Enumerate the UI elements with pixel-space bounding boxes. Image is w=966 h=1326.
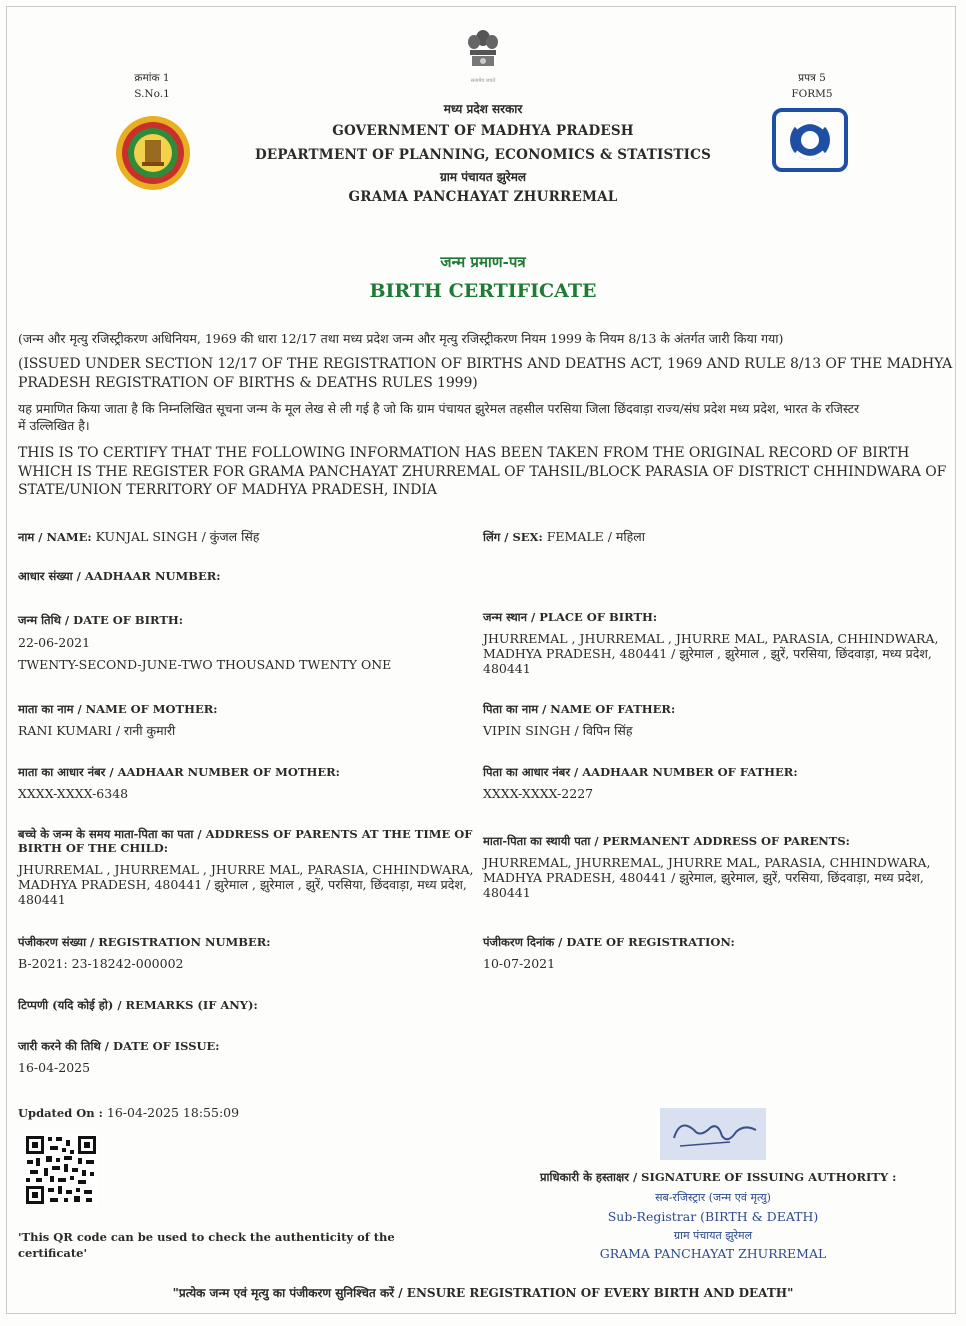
act-english: (ISSUED UNDER SECTION 12/17 OF THE REGISTRATION OF BIRTHS AND DEATHS ACT, 1969 AND RULE 8/13 OF THE MADHYA PRADESH REGISTRATION OF BIRTHS & DEATHS RULES 1999) — [18, 356, 953, 391]
footer-panchayat-hindi: ग्राम पंचायत झुरेमल — [673, 1229, 753, 1242]
father-aadhaar-label: पिता का आधार नंबर / AADHAAR NUMBER OF FATHER: — [483, 765, 798, 779]
serial-number: क्रमांक 1 S.No.1 — [134, 72, 170, 100]
national-emblem-icon — [465, 28, 501, 80]
certify-english: THIS IS TO CERTIFY THAT THE FOLLOWING INFORMATION HAS BEEN TAKEN FROM THE ORIGINAL RECORD OF BIRTH WHICH IS THE REGISTER FOR GRAMA PANCHAYAT ZHURREMAL OF TAHSIL/BLOCK PARASIA OF DISTRICT CHHINDWARA OF STATE/UNION TERRITORY OF MADHYA PRADESH, INDIA — [18, 445, 947, 498]
pob-value: JHURREMAL , JHURREMAL , JHURRE MAL, PARASIA, CHHINDWARA, MADHYA PRADESH, 480441 / झुरेमाल , झुरेमाल , झुरें, परसिया, छिंदवाड़ा, मध्य प्रदेश, 480441 — [483, 631, 939, 676]
mp-govt-logo-icon — [114, 114, 192, 192]
mother-label: माता का नाम / NAME OF MOTHER: — [18, 702, 218, 716]
aadhaar-label: आधार संख्या / AADHAAR NUMBER: — [18, 569, 221, 583]
department-name: DEPARTMENT OF PLANNING, ECONOMICS & STATISTICS — [254, 147, 712, 163]
qr-code-icon[interactable] — [24, 1134, 98, 1206]
dob-words: TWENTY-SECOND-JUNE-TWO THOUSAND TWENTY ONE — [18, 657, 392, 672]
sub-registrar-hindi: सब-रजिस्ट्रार (जन्म एवं मृत्यु) — [655, 1191, 771, 1204]
registration-number-value: B-2021: 23-18242-000002 — [18, 956, 184, 971]
father-value: VIPIN SINGH / विपिन सिंह — [483, 723, 633, 738]
sub-registrar: Sub-Registrar (BIRTH & DEATH) — [607, 1209, 819, 1224]
registration-number-label: पंजीकरण संख्या / REGISTRATION NUMBER: — [18, 935, 271, 949]
updated-on: Updated On : 16-04-2025 18:55:09 — [18, 1105, 240, 1120]
issue-date-label: जारी करने की तिथि / DATE OF ISSUE: — [18, 1039, 220, 1053]
registration-date-label: पंजीकरण दिनांक / DATE OF REGISTRATION: — [483, 935, 735, 949]
issue-date-value: 16-04-2025 — [18, 1060, 91, 1075]
name-field: नाम / NAME: KUNJAL SINGH / कुंजल सिंह — [18, 529, 260, 544]
emblem-caption: सत्यमेव जयते — [470, 78, 496, 84]
form-number: प्रपत्र 5 FORM5 — [791, 72, 833, 100]
state-name-hindi: मध्य प्रदेश सरकार — [443, 102, 523, 116]
panchayat-name: GRAMA PANCHAYAT ZHURREMAL — [348, 189, 618, 205]
address-at-birth-value: JHURREMAL , JHURREMAL , JHURRE MAL, PARASIA, CHHINDWARA, MADHYA PRADESH, 480441 / झुरेमाल , झुरेमाल , झुरें, परसिया, छिंदवाड़ा, मध्य प्रदेश, 480441 — [18, 862, 474, 907]
sex-field: लिंग / SEX: FEMALE / महिला — [483, 529, 645, 544]
footer-panchayat: GRAMA PANCHAYAT ZHURREMAL — [599, 1246, 827, 1261]
remarks-label: टिप्पणी (यदि कोई हो) / REMARKS (IF ANY): — [18, 998, 258, 1012]
page-title: BIRTH CERTIFICATE — [369, 280, 597, 302]
permanent-address-label: माता-पिता का स्थायी पता / PERMANENT ADDRESS OF PARENTS: — [483, 834, 850, 848]
address-at-birth-label: बच्चे के जन्म के समय माता-पिता का पता / ADDRESS OF PARENTS AT THE TIME OF BIRTH OF THE CHILD: — [18, 827, 473, 855]
dob-value: 22-06-2021 — [18, 635, 91, 650]
state-name: GOVERNMENT OF MADHYA PRADESH — [332, 123, 634, 139]
title-hindi: जन्म प्रमाण-पत्र — [440, 253, 526, 271]
signature-label: प्राधिकारी के हस्ताक्षर / SIGNATURE OF ISSUING AUTHORITY : — [540, 1170, 897, 1184]
department-logo-icon — [772, 108, 848, 172]
mother-aadhaar-label: माता का आधार नंबर / AADHAAR NUMBER OF MOTHER: — [18, 765, 340, 779]
mother-aadhaar-value: XXXX-XXXX-6348 — [18, 786, 129, 801]
panchayat-name-hindi: ग्राम पंचायत झुरेमल — [439, 170, 527, 184]
pob-label: जन्म स्थान / PLACE OF BIRTH: — [483, 610, 658, 624]
permanent-address-value: JHURREMAL, JHURREMAL, JHURRE MAL, PARASIA, CHHINDWARA, MADHYA PRADESH, 480441 / झुरेमाल, झुरेमाल, झुरें, परसिया, छिंदवाड़ा, मध्य प्रदेश, 480441 — [483, 855, 931, 900]
act-hindi: (जन्म और मृत्यु रजिस्ट्रीकरण अधिनियम, 1969 की धारा 12/17 तथा मध्य प्रदेश जन्म और मृत्यु रजिस्ट्रीकरण नियम 1999 के नियम 8/13 के अंतर्गत जारी किया गया) — [18, 331, 784, 346]
registration-date-value: 10-07-2021 — [483, 956, 556, 971]
qr-note: 'This QR code can be used to check the authenticity of the certificate' — [18, 1230, 395, 1260]
slogan: "प्रत्येक जन्म एवं मृत्यु का पंजीकरण सुनिश्चित करें / ENSURE REGISTRATION OF EVERY BIRTH AND DEATH" — [172, 1286, 794, 1300]
father-aadhaar-value: XXXX-XXXX-2227 — [483, 786, 594, 801]
certify-hindi: यह प्रमाणित किया जाता है कि निम्नलिखित सूचना जन्म के मूल लेख से ली गई है जो कि ग्राम पंचायत झुरेमल तहसील परसिया जिला छिंदवाड़ा राज्य/संघ प्रदेश मध्य प्रदेश, भारत के रजिस्टर में उल्लिखित है। — [18, 401, 860, 433]
signature-icon — [660, 1108, 766, 1160]
mother-value: RANI KUMARI / रानी कुमारी — [18, 723, 176, 738]
dob-label: जन्म तिथि / DATE OF BIRTH: — [18, 613, 184, 627]
father-label: पिता का नाम / NAME OF FATHER: — [483, 702, 676, 716]
